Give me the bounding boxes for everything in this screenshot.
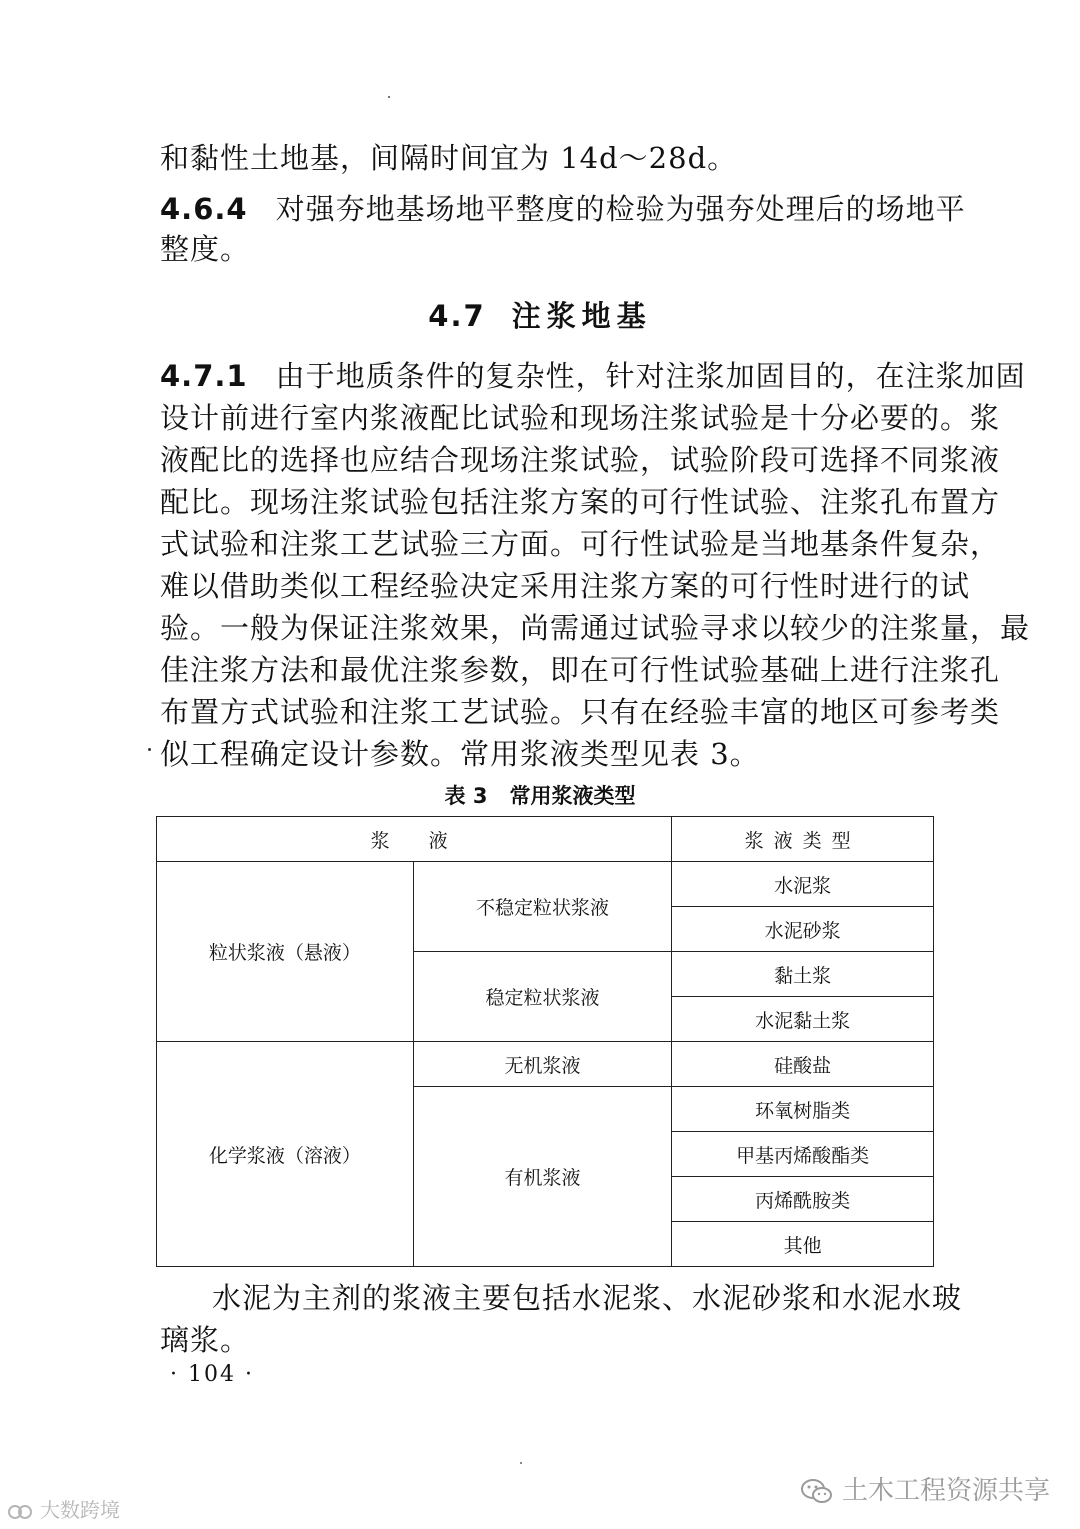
type-cell: 其他	[672, 1222, 934, 1267]
header-grout: 浆 液	[157, 817, 672, 862]
clause-4-7-1	[160, 356, 1026, 396]
text-line-13: 似工程确定设计参数。常用浆液类型见表 3。	[160, 737, 760, 771]
sub-inorganic: 无机浆液	[413, 1042, 672, 1087]
text-after-table-2: 璃浆。	[160, 1323, 251, 1357]
text-line-7: 配比。现场注浆试验包括注浆方案的可行性试验、注浆孔布置方	[160, 485, 1001, 519]
type-cell: 水泥浆	[672, 862, 934, 907]
section-number: 4.7	[428, 299, 486, 333]
text-line-9: 难以借助类似工程经验决定采用注浆方案的可行性时进行的试	[160, 569, 971, 603]
watermark-text: 土木工程资源共享	[841, 1476, 1050, 1506]
link-logo-icon	[6, 1502, 36, 1522]
scan-speck	[148, 748, 151, 751]
scan-speck	[388, 96, 390, 98]
table-row	[157, 1042, 934, 1087]
section-heading	[0, 294, 1080, 335]
table-number: 表 3	[444, 784, 488, 808]
watermark-text: 大数跨境	[40, 1498, 120, 1522]
section-title: 注浆地基	[511, 299, 652, 333]
sub-organic: 有机浆液	[413, 1087, 672, 1267]
type-cell: 环氧树脂类	[672, 1087, 934, 1132]
watermark-left	[6, 1494, 120, 1523]
text-line-6: 液配比的选择也应结合现场注浆试验，试验阶段可选择不同浆液	[160, 443, 1001, 477]
page-number: · 104 ·	[170, 1362, 254, 1387]
type-cell: 水泥黏土浆	[672, 997, 934, 1042]
table-header-row	[157, 817, 934, 862]
clause-number: 4.7.1	[160, 359, 248, 393]
table-caption	[0, 780, 1080, 810]
clause-4-6-4	[160, 189, 966, 229]
clause-number: 4.6.4	[160, 192, 248, 226]
text-line-5: 设计前进行室内浆液配比试验和现场注浆试验是十分必要的。浆	[160, 401, 1001, 435]
type-cell: 硅酸盐	[672, 1042, 934, 1087]
sub-unstable: 不稳定粒状浆液	[413, 862, 672, 952]
group-chemical: 化学浆液（溶液）	[157, 1042, 414, 1267]
text-line-11: 佳注浆方法和最优注浆参数，即在可行性试验基础上进行注浆孔	[160, 653, 1001, 687]
text-line-12: 布置方式试验和注浆工艺试验。只有在经验丰富的地区可参考类	[160, 695, 1001, 729]
text-after-table-1: 水泥为主剂的浆液主要包括水泥浆、水泥砂浆和水泥水玻	[212, 1281, 963, 1315]
text-line-8: 式试验和注浆工艺试验三方面。可行性试验是当地基条件复杂，	[160, 527, 1001, 561]
type-cell: 甲基丙烯酸酯类	[672, 1132, 934, 1177]
table-row	[157, 862, 934, 907]
type-cell: 丙烯酰胺类	[672, 1177, 934, 1222]
clause-text: 对强夯地基场地平整度的检验为强夯处理后的场地平	[275, 192, 966, 226]
type-cell: 水泥砂浆	[672, 907, 934, 952]
clause-text: 由于地质条件的复杂性，针对注浆加固目的，在注浆加固	[275, 359, 1026, 393]
table-title: 常用浆液类型	[509, 784, 636, 808]
type-cell: 黏土浆	[672, 952, 934, 997]
text-line-1: 和黏性土地基，间隔时间宜为 14d～28d。	[160, 141, 738, 175]
text-line-10: 验。一般为保证注浆效果，尚需通过试验寻求以较少的注浆量，最	[160, 611, 1031, 645]
header-grout-type: 浆液类型	[672, 817, 934, 862]
wechat-icon	[800, 1477, 834, 1507]
text-line-3: 整度。	[160, 232, 251, 266]
sub-stable: 稳定粒状浆液	[413, 952, 672, 1042]
scan-speck	[520, 1462, 522, 1464]
group-granular: 粒状浆液（悬液）	[157, 862, 414, 1042]
grout-types-table	[156, 816, 934, 1267]
watermark-right	[800, 1470, 1050, 1507]
